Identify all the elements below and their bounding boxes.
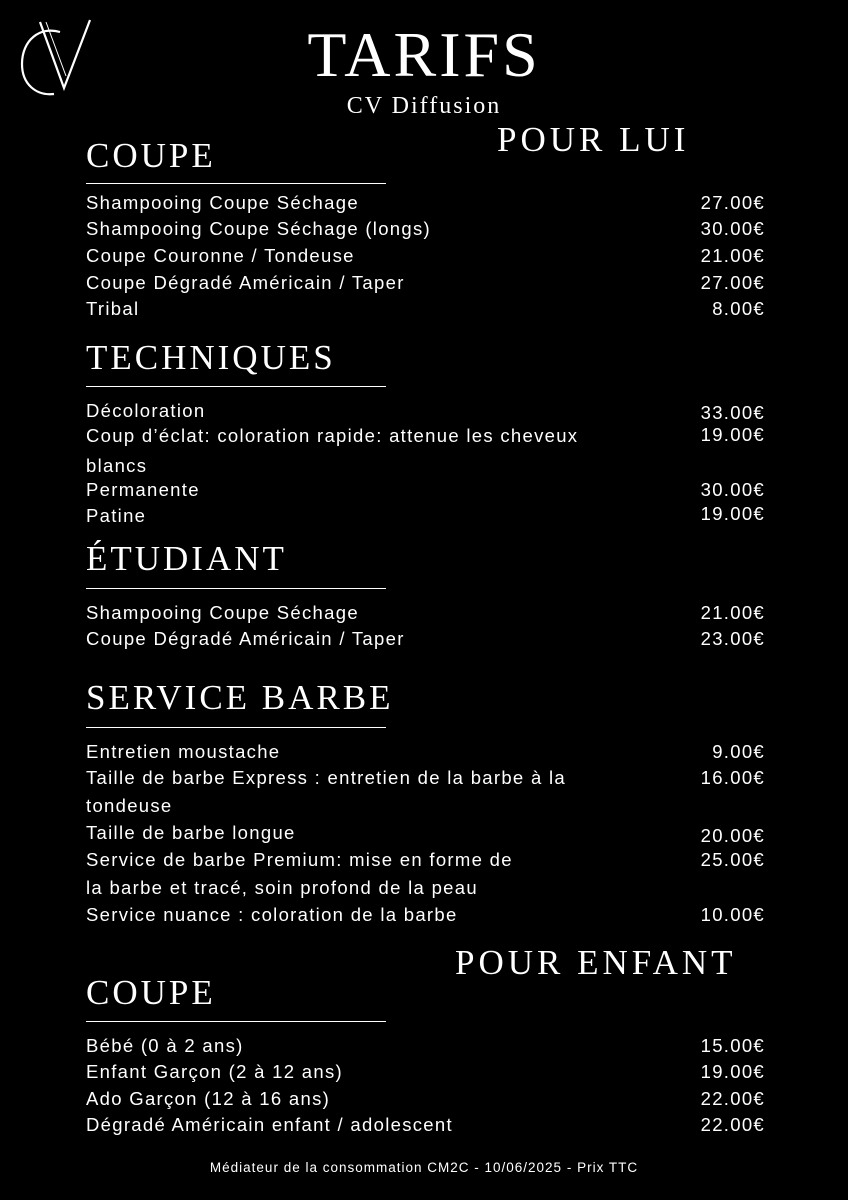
price-item-name: Ado Garçon (12 à 16 ans) <box>86 1088 331 1109</box>
section-title-etudiant: ÉTUDIANT <box>86 539 287 578</box>
price-item-price: 9.00€ <box>712 741 765 762</box>
page-subtitle: CV Diffusion <box>346 93 502 119</box>
price-item-name-continued: blancs <box>86 455 148 476</box>
page-title: TARIFS <box>307 19 541 90</box>
price-item-name: Shampooing Coupe Séchage <box>86 192 359 213</box>
price-item-price: 22.00€ <box>700 1088 765 1109</box>
price-item-price: 10.00€ <box>700 904 765 925</box>
price-item-price: 25.00€ <box>700 849 765 870</box>
price-item-price: 16.00€ <box>700 767 765 788</box>
price-item-name: Dégradé Américain enfant / adolescent <box>86 1114 453 1135</box>
price-item-price: 33.00€ <box>700 402 765 423</box>
section-divider <box>86 183 386 184</box>
price-item-name: Service nuance : coloration de la barbe <box>86 904 458 925</box>
section-divider <box>86 588 386 589</box>
price-item-name: Tribal <box>86 298 140 319</box>
price-item-price: 27.00€ <box>700 192 765 213</box>
price-item-price: 19.00€ <box>700 503 765 524</box>
price-item-name: Patine <box>86 505 147 526</box>
price-item-name: Taille de barbe Express : entretien de la barbe à la <box>86 767 566 788</box>
audience-heading-enfant: POUR ENFANT <box>455 943 737 982</box>
price-item-name-continued: la barbe et tracé, soin profond de la peau <box>86 877 478 898</box>
price-item-name: Coupe Dégradé Américain / Taper <box>86 628 405 649</box>
section-divider <box>86 1021 386 1022</box>
price-item-name: Taille de barbe longue <box>86 822 296 843</box>
price-item-price: 19.00€ <box>700 1061 765 1082</box>
section-title-coupe: COUPE <box>86 136 216 175</box>
price-item-name: Shampooing Coupe Séchage (longs) <box>86 218 431 239</box>
section-title-barbe: SERVICE BARBE <box>86 678 394 717</box>
section-title-techniques: TECHNIQUES <box>86 338 336 377</box>
footer-note: Médiateur de la consommation CM2C - 10/06/2025 - Prix TTC <box>209 1160 639 1175</box>
price-item-price: 30.00€ <box>700 218 765 239</box>
price-item-price: 15.00€ <box>700 1035 765 1056</box>
price-item-price: 8.00€ <box>712 298 765 319</box>
section-title-enfant-coupe: COUPE <box>86 973 216 1012</box>
price-item-name: Décoloration <box>86 400 206 421</box>
price-item-name: Permanente <box>86 479 200 500</box>
section-divider <box>86 386 386 387</box>
audience-heading-lui: POUR LUI <box>497 120 690 159</box>
price-item-price: 22.00€ <box>700 1114 765 1135</box>
price-item-name-continued: tondeuse <box>86 795 173 816</box>
price-item-price: 21.00€ <box>700 245 765 266</box>
price-item-price: 30.00€ <box>700 479 765 500</box>
price-item-name: Entretien moustache <box>86 741 281 762</box>
price-item-name: Coup d’éclat: coloration rapide: attenue les cheveux <box>86 425 579 446</box>
price-item-name: Coupe Couronne / Tondeuse <box>86 245 355 266</box>
section-divider <box>86 727 386 728</box>
price-item-price: 20.00€ <box>700 825 765 846</box>
price-item-name: Coupe Dégradé Américain / Taper <box>86 272 405 293</box>
price-item-name: Service de barbe Premium: mise en forme de <box>86 849 513 870</box>
price-item-price: 21.00€ <box>700 602 765 623</box>
price-item-name: Shampooing Coupe Séchage <box>86 602 359 623</box>
price-item-name: Bébé (0 à 2 ans) <box>86 1035 244 1056</box>
price-item-name: Enfant Garçon (2 à 12 ans) <box>86 1061 343 1082</box>
price-item-price: 23.00€ <box>700 628 765 649</box>
price-item-price: 27.00€ <box>700 272 765 293</box>
price-item-price: 19.00€ <box>700 424 765 445</box>
